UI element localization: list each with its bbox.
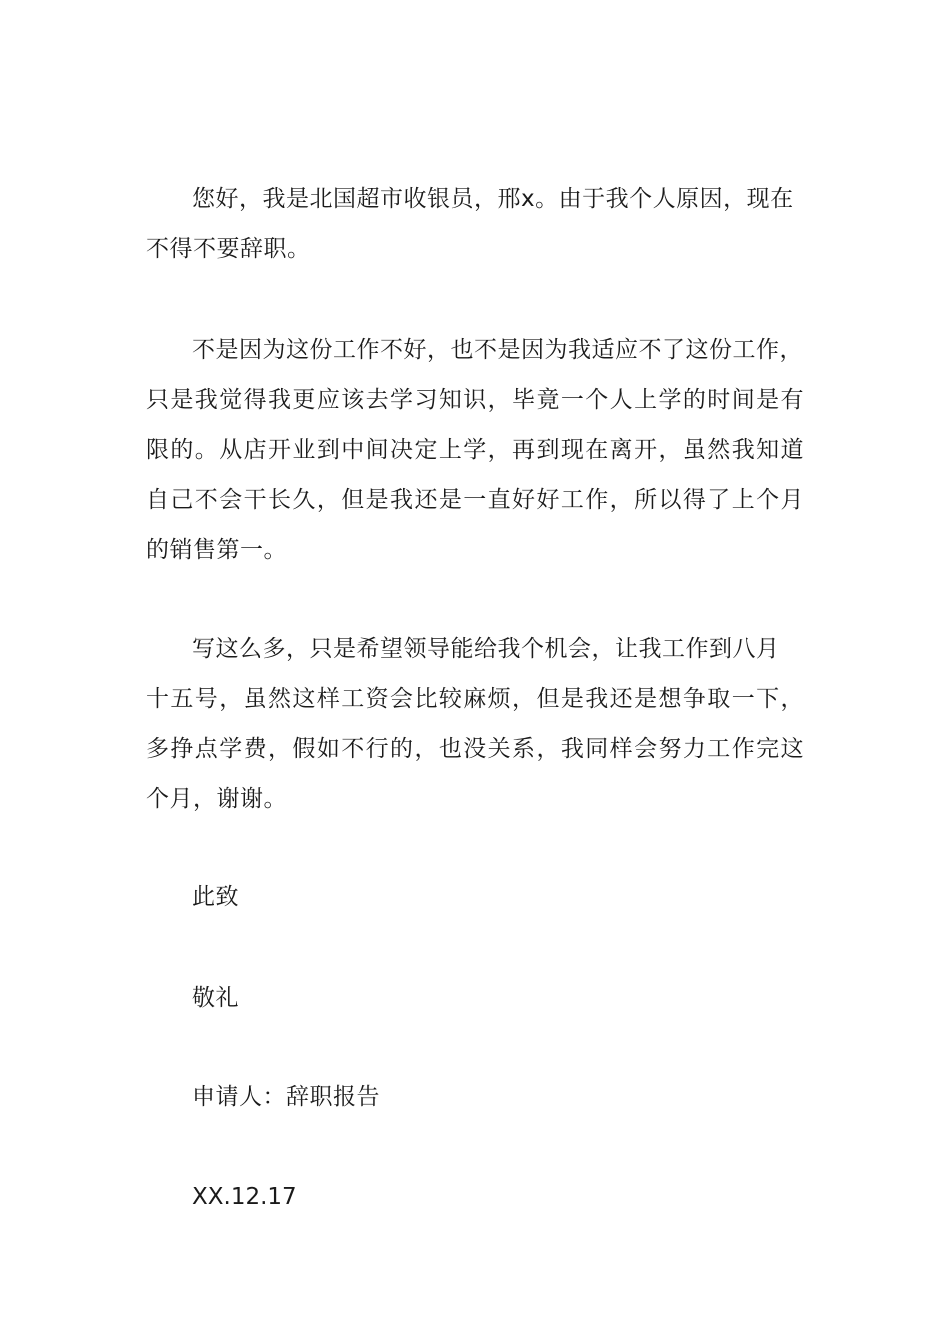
applicant-signature: 申请人：辞职报告 [192, 1084, 380, 1110]
paragraph-3-line-2: 十五号，虽然这样工资会比较麻烦，但是我还是想争取一下， [146, 686, 804, 712]
date-text: XX.12.17 [192, 1184, 297, 1210]
paragraph-2-line-5: 的销售第一。 [146, 537, 287, 563]
closing-text: 此致 [192, 884, 239, 910]
paragraph-2-line-4: 自己不会干长久，但是我还是一直好好工作，所以得了上个月 [146, 487, 804, 513]
paragraph-2-line-2: 只是我觉得我更应该去学习知识，毕竟一个人上学的时间是有 [146, 387, 804, 413]
salutation-text: 敬礼 [192, 985, 239, 1011]
paragraph-1-line-1: 您好，我是北国超市收银员，邢x。由于我个人原因，现在 [192, 186, 794, 212]
paragraph-2-line-3: 限的。从店开业到中间决定上学，再到现在离开，虽然我知道 [146, 437, 804, 463]
paragraph-3-line-4: 个月，谢谢。 [146, 786, 287, 812]
paragraph-1-line-2: 不得不要辞职。 [146, 236, 311, 262]
paragraph-3-line-1: 写这么多，只是希望领导能给我个机会，让我工作到八月 [192, 636, 780, 662]
paragraph-2-line-1: 不是因为这份工作不好，也不是因为我适应不了这份工作， [192, 337, 803, 363]
paragraph-3-line-3: 多挣点学费，假如不行的，也没关系，我同样会努力工作完这 [146, 736, 804, 762]
